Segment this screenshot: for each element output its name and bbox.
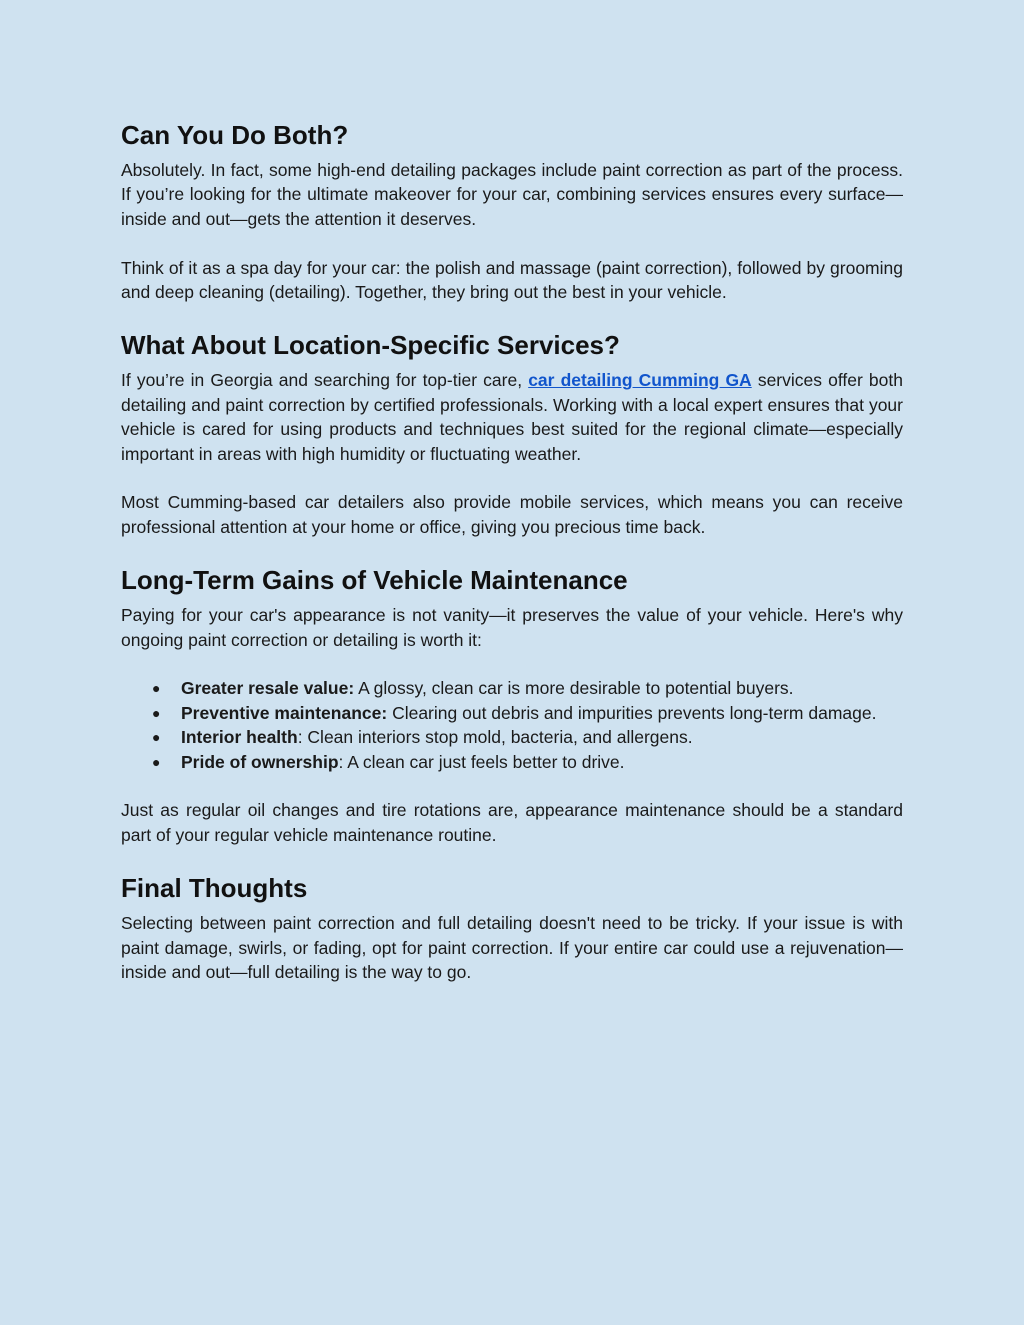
heading-location-services: What About Location-Specific Services? bbox=[121, 330, 620, 361]
list-item bbox=[121, 676, 903, 700]
bullet-icon: ● bbox=[152, 704, 161, 721]
list-item-term: Greater resale value: bbox=[181, 678, 355, 699]
list-item-term: Pride of ownership bbox=[181, 751, 339, 772]
text-run: If you’re in Georgia and searching for top-tier care, bbox=[121, 370, 529, 391]
section-both bbox=[121, 118, 903, 304]
paragraph: Absolutely. In fact, some high-end detailing packages include paint correction as part of the process. If you’re looking for the ultimate makeover for your car, combining services ensures every surface—inside and out—gets the attention it deserves. bbox=[121, 160, 903, 229]
section-final bbox=[121, 871, 903, 984]
bullet-icon: ● bbox=[152, 729, 161, 746]
list-item bbox=[121, 701, 903, 725]
list-item bbox=[121, 750, 903, 774]
list-item-text: : Clean interiors stop mold, bacteria, and allergens. bbox=[297, 727, 693, 748]
paragraph: Paying for your car's appearance is not vanity—it preserves the value of your vehicle. Here's why ongoing paint correction or detailing is worth it: bbox=[121, 605, 903, 650]
paragraph: Think of it as a spa day for your car: the polish and massage (paint correction), followed by grooming and deep cleaning (detailing). Together, they bring out the best in your vehicle. bbox=[121, 257, 903, 303]
heading-long-term-gains: Long-Term Gains of Vehicle Maintenance bbox=[121, 565, 628, 596]
list-item-text: Clearing out debris and impurities prevents long-term damage. bbox=[387, 702, 877, 723]
paragraph: Selecting between paint correction and full detailing doesn't need to be tricky. If your issue is with paint damage, swirls, or fading, opt for paint correction. If your entire car could use a rejuvenation—inside and out—full detailing is the way to go. bbox=[121, 913, 903, 983]
list-item-text: : A clean car just feels better to drive. bbox=[338, 751, 625, 772]
heading-final-thoughts: Final Thoughts bbox=[121, 873, 308, 904]
paragraph: Most Cumming-based car detailers also provide mobile services, which means you can receive professional attention at your home or office, giving you precious time back. bbox=[121, 492, 903, 537]
car-detailing-link[interactable]: car detailing Cumming GA bbox=[528, 370, 752, 391]
benefits-list bbox=[121, 676, 903, 774]
document-page bbox=[121, 118, 903, 1009]
heading-can-you-do-both: Can You Do Both? bbox=[121, 120, 349, 150]
text-run: services offer both detailing and paint correction by certified professionals. Working with a local expert ensures that your vehicle is cared for using products and techniques best suited for the regional climate—especially important in areas with high humidity or fluctuating weather. bbox=[121, 370, 903, 464]
list-item bbox=[121, 725, 903, 749]
section-long-term bbox=[121, 563, 903, 847]
list-item-term: Interior health bbox=[181, 727, 298, 748]
paragraph: Just as regular oil changes and tire rotations are, appearance maintenance should be a standard part of your regular vehicle maintenance routine. bbox=[121, 800, 903, 845]
list-item-text: A glossy, clean car is more desirable to potential buyers. bbox=[354, 678, 794, 699]
section-location bbox=[121, 328, 903, 539]
list-item-term: Preventive maintenance: bbox=[181, 702, 388, 723]
bullet-icon: ● bbox=[152, 680, 161, 697]
paragraph bbox=[121, 368, 903, 466]
bullet-icon: ● bbox=[152, 753, 161, 770]
